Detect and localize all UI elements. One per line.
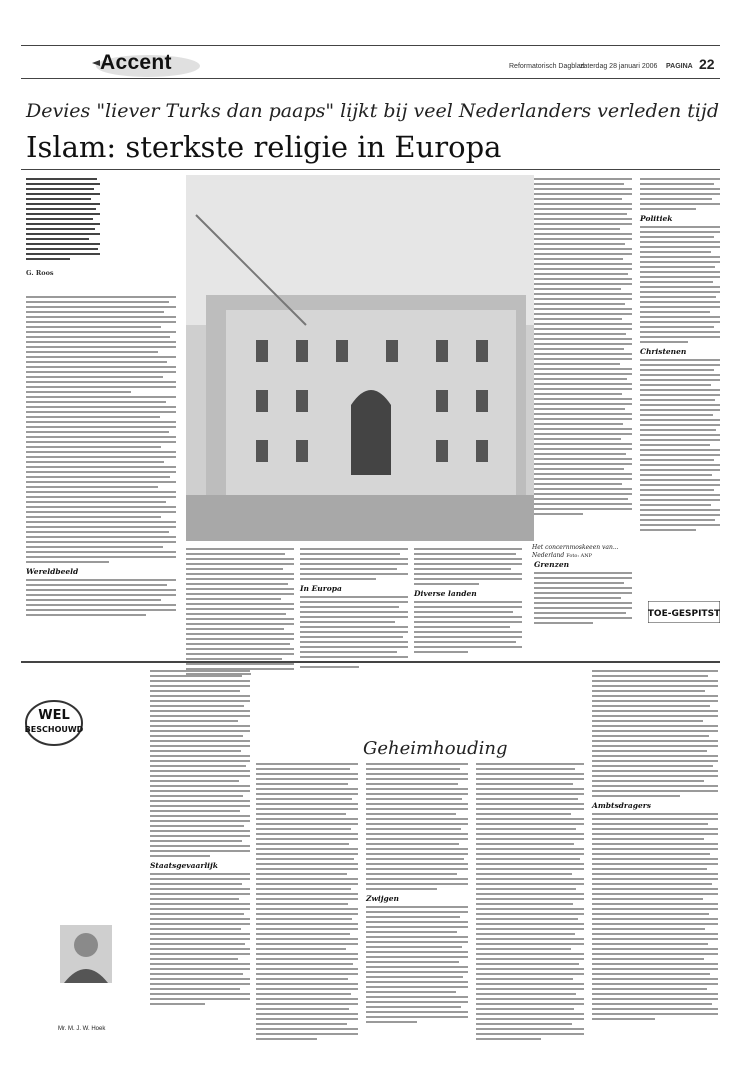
paper-name: Reformatorisch Dagblad: [509, 63, 585, 70]
article-kicker: Devies "liever Turks dan paaps" lijkt bij veel Nederlanders verleden tijd: [26, 100, 719, 122]
body-column-2: [186, 548, 294, 675]
author-portrait: [60, 925, 112, 983]
wel-beschouwd-logo: [24, 698, 84, 748]
body-lines: [186, 548, 294, 675]
bottom-col-4: [476, 763, 584, 1040]
body-lines: [256, 763, 358, 1040]
body-lines: [534, 178, 632, 515]
bottom-col-3: [366, 763, 468, 1023]
subhead-zwijgen: Zwijgen: [366, 894, 399, 903]
intro-block: [26, 178, 100, 277]
bottom-col-2: [256, 763, 358, 1040]
body-lines: [150, 873, 250, 1005]
body-lines: [300, 548, 408, 580]
subhead-diverse-landen: Diverse landen: [414, 589, 477, 598]
page-number: 22: [699, 56, 715, 72]
subhead-staatsgevaarlijk: Staatsgevaarlijk: [150, 861, 218, 870]
body-lines: [26, 296, 176, 563]
photo-caption-text: Het concernmoskeeen van... Nederland: [532, 544, 619, 559]
body-lines: [26, 579, 176, 616]
headline-rule: [21, 169, 720, 170]
bottom-col-1: [150, 670, 250, 1005]
grenzen-block: [534, 556, 632, 624]
body-lines: [366, 763, 468, 890]
body-lines: [592, 813, 718, 1020]
section-title: Accent: [100, 51, 172, 74]
toe-gespitst-badge: [648, 601, 720, 623]
subhead-grenzen: Grenzen: [534, 560, 570, 569]
body-lines: [150, 670, 250, 857]
issue-date: zaterdag 28 januari 2006: [580, 63, 658, 70]
mosque-photo: [186, 175, 534, 541]
body-column-4: [414, 548, 522, 653]
photo-credit: Foto: ANP: [566, 553, 593, 559]
subhead-wereldbeeld: Wereldbeeld: [26, 567, 79, 576]
column-title: Geheimhouding: [363, 738, 508, 759]
body-column-6: [640, 178, 720, 531]
body-lines: [640, 178, 720, 210]
page-label: PAGINA: [666, 63, 693, 70]
body-lines: [534, 572, 632, 624]
toe-gespitst-label: TOE-GESPITST: [648, 609, 720, 619]
body-lines: [476, 763, 584, 1040]
body-column-3: [300, 548, 408, 668]
body-lines: [640, 226, 720, 343]
bottom-col-5: [592, 670, 718, 1020]
subhead-politiek: Politiek: [640, 214, 673, 223]
author-name: Mr. M. J. W. Hoek: [58, 1026, 106, 1032]
body-lines: [414, 601, 522, 653]
wel-label: WEL: [38, 708, 70, 723]
body-lines: [592, 670, 718, 797]
body-column-5: [534, 178, 632, 515]
intro-text-lines: [26, 178, 100, 260]
article-byline: G. Roos: [26, 269, 54, 277]
subhead-ambtsdragers: Ambtsdragers: [592, 801, 651, 810]
body-lines: [414, 548, 522, 585]
subhead-in-europa: In Europa: [300, 584, 342, 593]
body-lines: [640, 359, 720, 531]
body-column-1: [26, 296, 176, 616]
header-bottom-rule: [21, 78, 720, 79]
body-lines: [366, 906, 468, 1023]
article-headline: Islam: sterkste religie in Europa: [26, 130, 502, 164]
body-lines: [300, 596, 408, 668]
subhead-christenen: Christenen: [640, 347, 687, 356]
beschouwd-label: BESCHOUWD: [24, 725, 84, 734]
